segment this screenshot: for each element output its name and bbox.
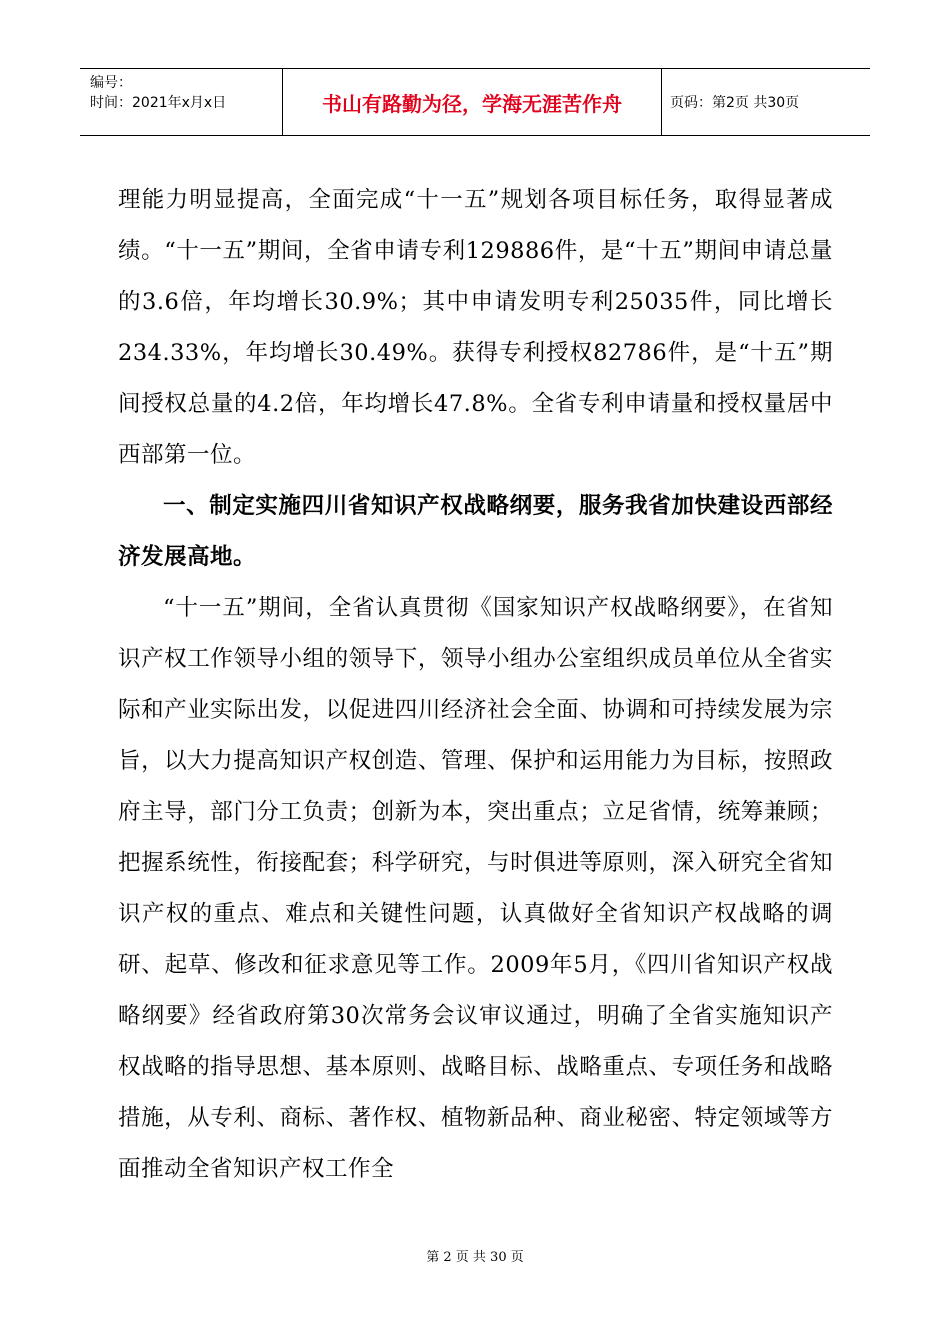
header-page-cell [662,69,870,135]
header-motto: 书山有路勤为径，学海无涯苦作舟 [322,91,622,116]
body-paragraph: “十一五”期间，全省认真贯彻《国家知识产权战略纲要》，在省知识产权工作领导小组的领导下，领导小组办公室组织成员单位从全省实际和产业实际出发，以促进四川经济社会全面、协调和可持续发展为宗旨，以大力提高知识产权创造、管理、保护和运用能力为目标，按照政府主导，部门分工负责；创新为本，突出重点；立足省情，统筹兼顾；把握系统性，衔接配套；科学研究，与时俱进等原则，深入研究全省知识产权的重点、难点和关键性问题，认真做好全省知识产权战略的调研、起草、修改和征求意见等工作。2009年5月，《四川省知识产权战略纲要》经省政府第30次常务会议审议通过，明确了全省实施知识产权战略的指导思想、基本原则、战略目标、战略重点、专项任务和战略措施，从专利、商标、著作权、植物新品种、商业秘密、特定领域等方面推动全省知识产权工作全 [118,595,833,1182]
page-footer [0,1246,950,1265]
document-header [80,68,870,136]
header-meta-cell [80,69,283,135]
footer-page-number: 第 2 页 共 30 页 [426,1250,524,1265]
header-motto-cell [283,69,662,135]
section-heading: 一、制定实施四川省知识产权战略纲要，服务我省加快建设西部经济发展高地。 [118,493,833,570]
body-paragraph: 理能力明显提高，全面完成“十一五”规划各项目标任务，取得显著成绩。“十一五”期间，全省申请专利129886件，是“十五”期间申请总量的3.6倍，年均增长30.9%；其中申请发明专利25035件，同比增长234.33%，年均增长30.49%。获得专利授权82786件，是“十五”期间授权总量的4.2倍，年均增长47.8%。全省专利申请量和授权量居中西部第一位。 [118,187,833,468]
date-label: 时间：2021年x月x日 [90,95,227,111]
serial-number-label: 编号： [90,75,132,91]
header-page-info: 页码：第2页 共30页 [670,95,800,111]
document-body [118,175,833,1195]
